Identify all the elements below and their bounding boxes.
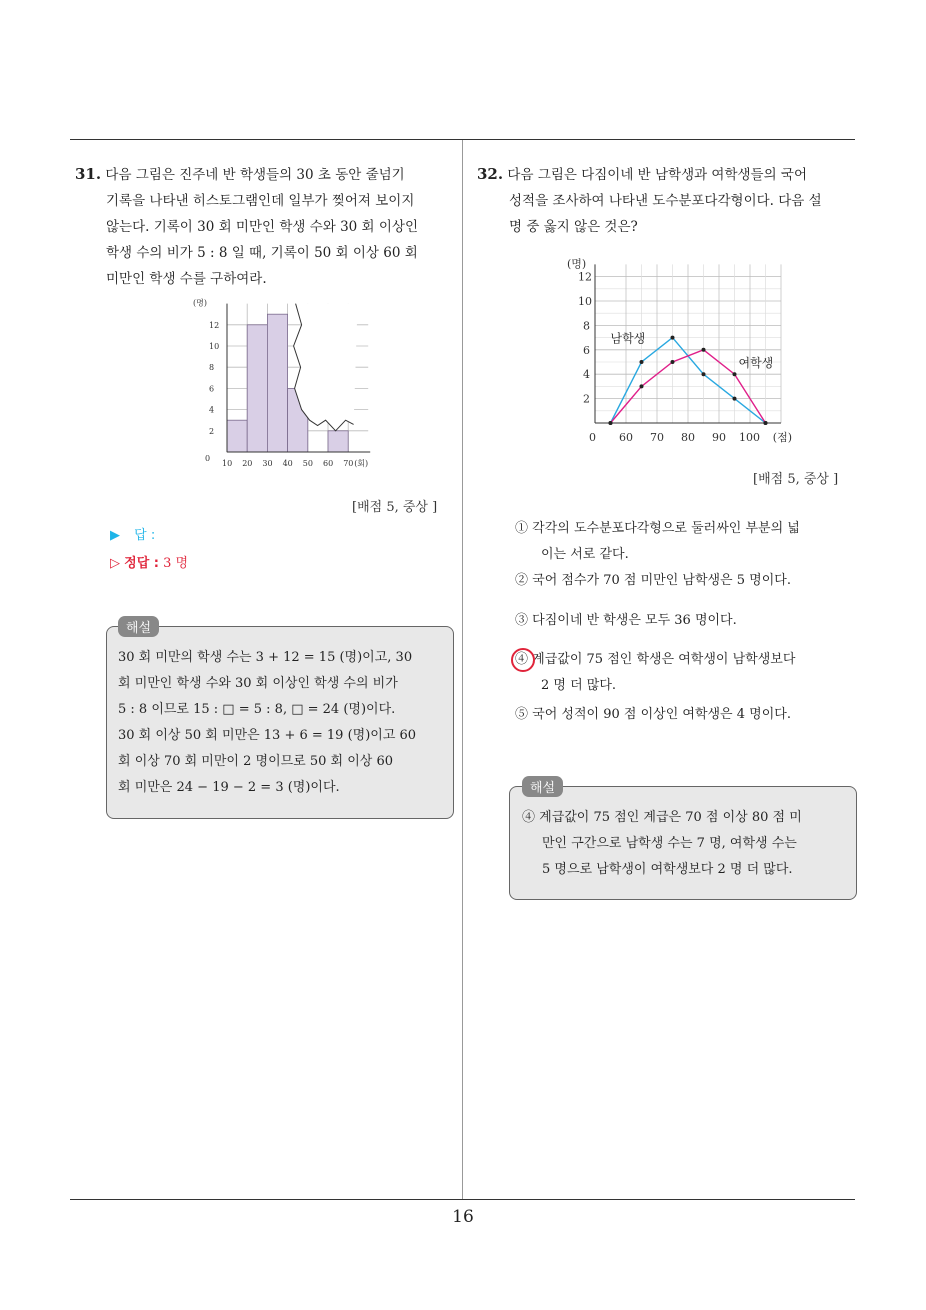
explain-line: 만인 구간으로 남학생 수는 7 명, 여학생 수는	[542, 836, 797, 851]
q32-explanation-label: 해설	[522, 776, 563, 797]
y-tick-label: 6	[209, 384, 215, 394]
x-tick-label: 100	[739, 431, 760, 444]
series-label-male: 남학생	[610, 331, 646, 346]
q31-line: 다음 그림은 진주네 반 학생들의 30 초 동안 줄넘기	[105, 167, 405, 183]
origin-label: 0	[205, 454, 211, 463]
data-point	[609, 421, 613, 425]
histogram-bar	[247, 325, 267, 452]
y-tick-label: 12	[578, 270, 592, 284]
explain-line: 30 회 이상 50 회 미만은 13 + 6 = 19 (명)이고 60	[118, 728, 417, 743]
explain-line: 회 이상 70 회 미만이 2 명이므로 50 회 이상 60	[118, 754, 394, 769]
option-2[interactable]	[515, 568, 860, 594]
series-label-female: 여학생	[738, 355, 774, 370]
option-text: 이는 서로 같다.	[541, 547, 629, 562]
y-tick-label: 2	[209, 426, 215, 436]
x-tick-label: 20	[242, 459, 253, 468]
y-tick-label: 8	[583, 319, 590, 333]
y-axis-label: (명)	[193, 298, 207, 308]
option-mark: ④	[515, 652, 529, 667]
frequency-polygon-chart	[560, 253, 800, 453]
q32-line: 다음 그림은 다짐이네 반 남학생과 여학생들의 국어	[507, 167, 808, 183]
x-axis-label: (점)	[772, 431, 793, 444]
explain-line: 30 회 미만의 학생 수는 3 + 12 = 15 (명)이고, 30	[118, 650, 413, 665]
data-point	[764, 421, 768, 425]
x-axis-label: (회)	[354, 459, 369, 468]
origin-label: 0	[589, 431, 596, 444]
data-point	[671, 360, 675, 364]
x-tick-label: 10	[222, 459, 233, 468]
q31-line: 학생 수의 비가 5 : 8 일 때, 기록이 50 회 이상 60 회	[106, 245, 418, 261]
explain-line: ④ 계급값이 75 점인 계급은 70 점 이상 80 점 미	[522, 810, 802, 825]
explain-line: 회 미만은 24 − 19 − 2 = 3 (명)이다.	[118, 780, 340, 795]
explain-line: 5 : 8 이므로 15 : □ = 5 : 8, □ = 24 (명)이다.	[118, 702, 396, 717]
x-tick-label: 60	[619, 431, 633, 444]
q31-line: 미만인 학생 수를 구하여라.	[106, 271, 267, 287]
data-point	[702, 348, 706, 352]
y-tick-label: 4	[209, 405, 215, 415]
x-tick-label: 90	[712, 431, 726, 444]
data-point	[733, 372, 737, 376]
histogram-bar	[328, 431, 348, 452]
y-tick-label: 6	[583, 343, 590, 357]
x-tick-label: 70	[343, 459, 354, 468]
option-mark: ⑤	[515, 707, 529, 722]
correct-value: 3 명	[163, 556, 189, 571]
x-tick-label: 60	[323, 459, 334, 468]
answer-row	[110, 524, 155, 543]
histogram-chart	[185, 295, 385, 475]
option-mark: ①	[515, 521, 529, 536]
correct-label: 정답 :	[124, 556, 159, 571]
data-point	[702, 372, 706, 376]
option-5[interactable]	[515, 702, 860, 728]
bottom-rule	[70, 1199, 855, 1200]
answer-label: 답 :	[134, 528, 156, 543]
q31-line: 않는다. 기록이 30 회 미만인 학생 수와 30 회 이상인	[106, 219, 419, 235]
option-text: 각각의 도수분포다각형으로 둘러싸인 부분의 넓	[532, 521, 800, 536]
y-tick-label: 10	[578, 295, 592, 308]
y-tick-label: 10	[209, 342, 220, 351]
explain-line: 5 명으로 남학생이 여학생보다 2 명 더 많다.	[542, 862, 793, 877]
option-1[interactable]	[515, 516, 860, 568]
option-mark: ②	[515, 573, 529, 588]
q31-number: 31.	[75, 165, 102, 183]
q31-points: [배점 5, 중상 ]	[352, 500, 438, 515]
option-text: 계급값이 75 점인 학생은 여학생이 남학생보다	[532, 652, 796, 667]
q32-line: 명 중 옳지 않은 것은?	[509, 219, 638, 235]
x-tick-label: 50	[302, 459, 313, 468]
q32-text	[477, 161, 862, 240]
y-axis-label: (명)	[567, 257, 587, 271]
q31-explanation-text	[118, 645, 448, 801]
x-tick-label: 30	[262, 459, 273, 468]
option-mark: ③	[515, 613, 529, 628]
data-point	[640, 360, 644, 364]
y-tick-label: 4	[583, 368, 590, 382]
correct-answer-row	[110, 552, 188, 571]
outline-play-icon: ▷	[110, 556, 120, 571]
histogram-bar	[267, 314, 287, 452]
option-text: 국어 점수가 70 점 미만인 남학생은 5 명이다.	[532, 573, 791, 588]
data-point	[733, 397, 737, 401]
data-point	[671, 336, 675, 340]
explain-line: 회 미만인 학생 수와 30 회 이상인 학생 수의 비가	[118, 676, 398, 691]
y-tick-label: 8	[209, 363, 215, 373]
data-point	[640, 384, 644, 388]
play-icon: ▶	[110, 528, 120, 543]
y-tick-label: 12	[209, 320, 220, 330]
q31-line: 기록을 나타낸 히스토그램인데 일부가 찢어져 보이지	[106, 193, 415, 209]
q32-explanation-text	[522, 805, 852, 883]
option-text: 다짐이네 반 학생은 모두 36 명이다.	[532, 613, 737, 628]
option-text: 국어 성적이 90 점 이상인 여학생은 4 명이다.	[532, 707, 791, 722]
selected-answer-circle-icon	[511, 648, 535, 672]
option-3[interactable]	[515, 608, 860, 634]
option-text: 2 명 더 많다.	[541, 678, 617, 693]
y-tick-label: 2	[583, 392, 590, 406]
q31-text	[75, 161, 460, 292]
q32-points: [배점 5, 중상 ]	[753, 472, 839, 487]
page-number: 16	[452, 1207, 474, 1227]
histogram-bar	[227, 420, 247, 452]
option-4[interactable]	[515, 647, 860, 699]
q32-number: 32.	[477, 165, 504, 183]
x-tick-label: 40	[282, 459, 293, 468]
column-divider	[462, 140, 463, 1200]
q32-line: 성적을 조사하여 나타낸 도수분포다각형이다. 다음 설	[509, 193, 822, 209]
x-tick-label: 70	[650, 431, 664, 444]
q31-explanation-label: 해설	[118, 616, 159, 637]
x-tick-label: 80	[681, 431, 695, 444]
